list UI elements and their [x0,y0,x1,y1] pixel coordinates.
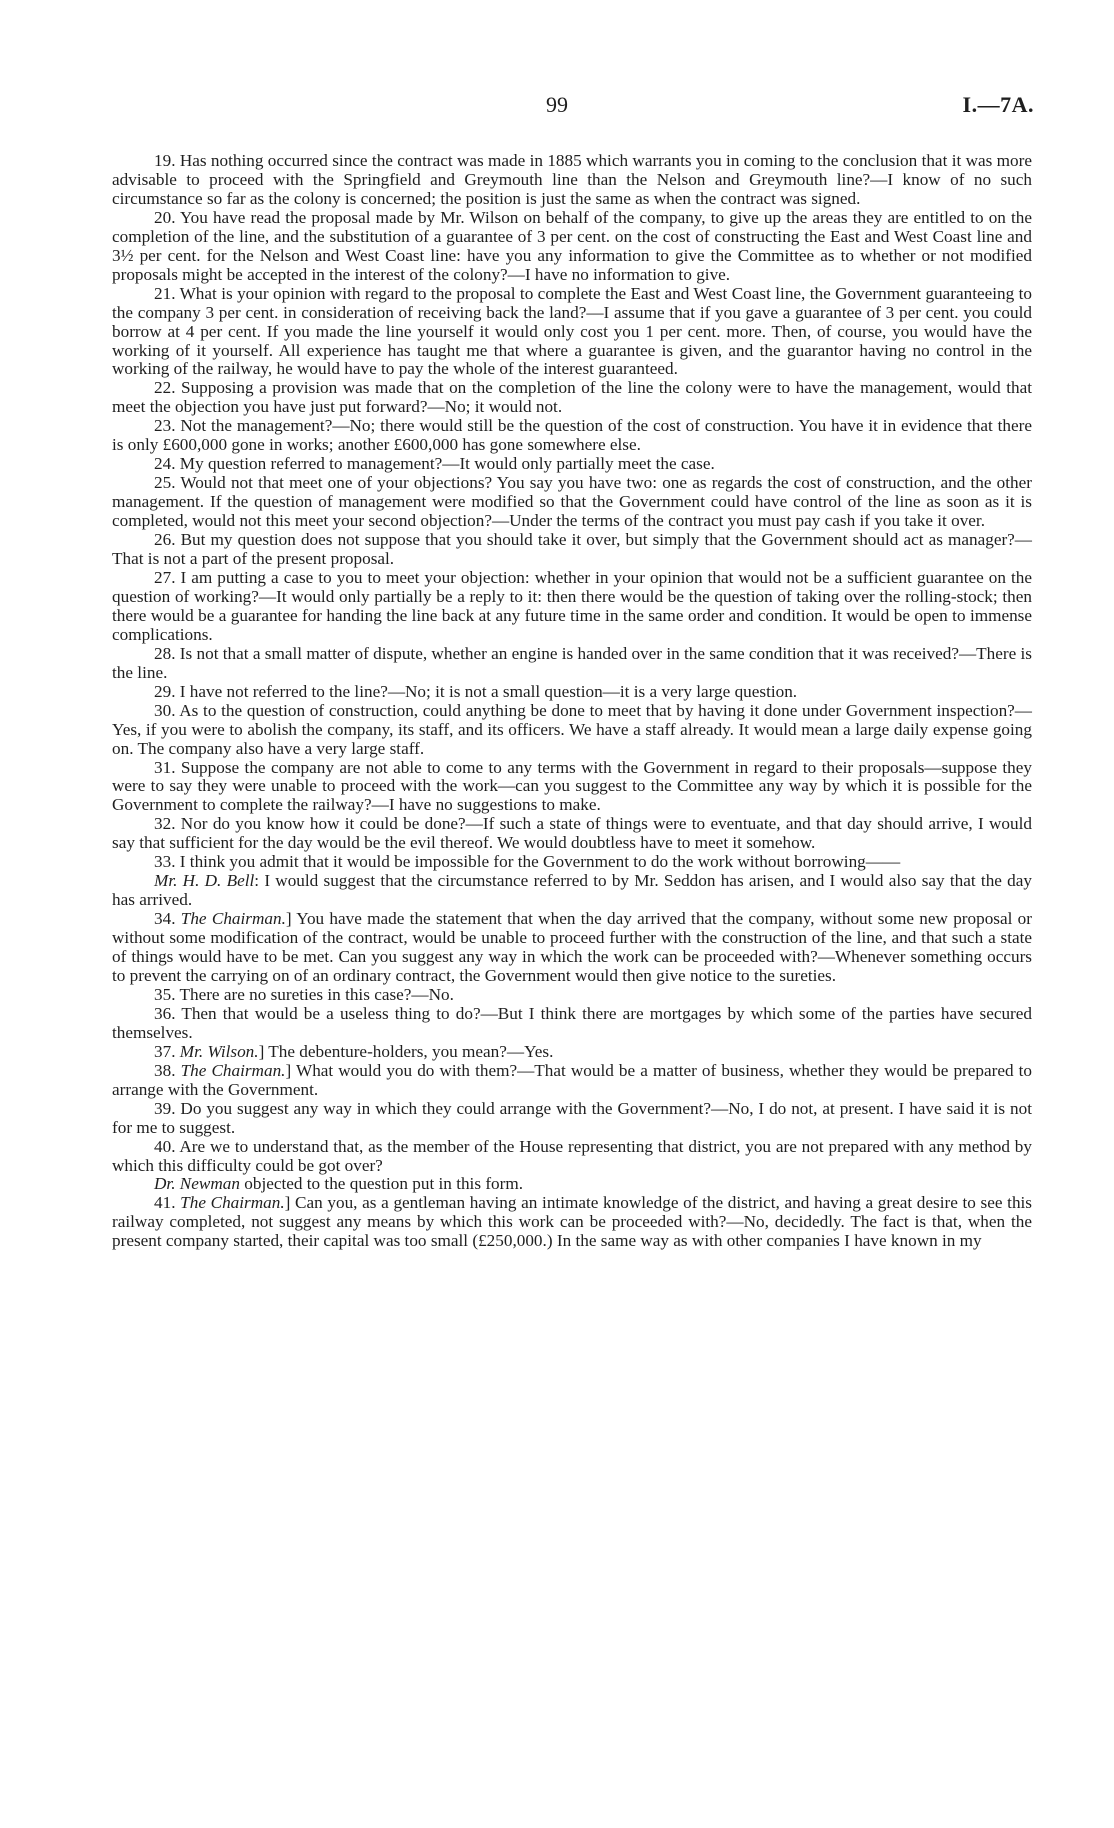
page-number: 99 [546,92,568,117]
paragraph-q28: 28. Is not that a small matter of dispute, whether an engine is handed over in the same condition that it was received?—There is the line. [112,643,1032,682]
paragraph-q38 [112,1062,1032,1100]
speaker-name: Dr. Newman [154,1174,240,1194]
paragraph-q33: 33. I think you admit that it would be impossible for the Government to do the work without borrowing—— [154,852,901,872]
paragraph-q36: 36. Then that would be a useless thing to do?—But I think there are mortgages by which some of the parties have secured themselves. [112,1003,1032,1042]
speaker-name: The Chairman. [180,1193,285,1213]
speaker-name: Mr. H. D. Bell [154,871,255,891]
document-reference: I.—7A. [962,92,1034,117]
paragraph-q29: 29. I have not referred to the line?—No; it is not a small question—it is a very large question. [154,681,798,701]
paragraph-q27: 27. I am putting a case to you to meet your objection: whether in your opinion that would not be a sufficient guarantee on the question of working?—It would only partially be a reply to it: then there would be the question of taking over the rolling-stock; then there would be a guarantee for handing the line back at any future time in the same order and condition. It would be open to immense complications. [112,567,1032,644]
paragraph-q26: 26. But my question does not suppose that you should take it over, but simply that the Government should act as manager?—That is not a part of the present proposal. [112,530,1032,569]
paragraph-q35: 35. There are no sureties in this case?—No. [154,984,454,1004]
question-number: 41. [154,1193,176,1213]
paragraph-q24: 24. My question referred to management?—It would only partially meet the case. [154,454,715,474]
question-number: 38. [154,1060,176,1080]
paragraph-q21: 21. What is your opinion with regard to the proposal to complete the East and West Coast line, the Government guaranteeing to the company 3 per cent. in consideration of receiving back the land?—I assume that if you gave a guarantee of 3 per cent. you could borrow at 4 per cent. If you made the line yourself it would only cost you 1 per cent. more. Then, of course, you would have the working of it yourself. All experience has taught me that where a guarantee is given, and the guarantor having no control in the working of the railway, he would have to pay the whole of the interest guaranteed. [112,283,1032,379]
speaker-name: Mr. Wilson. [179,1041,259,1061]
paragraph-newman-objection [112,1175,1032,1194]
paragraph-q40: 40. Are we to understand that, as the member of the House representing that district, you are not prepared with any method by which this difficulty could be got over? [112,1136,1032,1175]
question-number: 37. [154,1041,176,1061]
paragraph-q23: 23. Not the management?—No; there would still be the question of the cost of construction. You have it in evidence that there is only £600,000 gone in works; another £600,000 has gone somewhere else. [112,416,1032,455]
paragraph-text: objected to the question put in this form. [239,1174,524,1194]
paragraph-q20: 20. You have read the proposal made by Mr. Wilson on behalf of the company, to give up the areas they are entitled to on the completion of the line, and the substitution of a guarantee of 3 per cent. on the cost of constructing the East and West Coast line and 3½ per cent. for the Nelson and West Coast line: have you any information to give the Committee as to whether or not modified proposals might be accepted in the interest of the colony?—I have no information to give. [112,207,1032,284]
paragraph-bell-statement [112,872,1032,910]
paragraph-text: ] You have made the statement that when the day arrived that the company, without some new proposal or without some modification of the contract, would be unable to proceed further with the construction of the line, and that such a state of things would have to be met. Can you suggest any way in which the work can be proceeded with?—Whenever something occurs to prevent the carrying on of an ordinary contract, the Government would then give notice to the sureties. [112,909,1032,985]
paragraph-text: ] The debenture-holders, you mean?—Yes. [258,1041,554,1061]
paragraph-q39: 39. Do you suggest any way in which they could arrange with the Government?—No, I do not, at present. I have said it is not for me to suggest. [112,1098,1032,1137]
paragraph-q25: 25. Would not that meet one of your objections? You say you have two: one as regards the cost of construction, and the other management. If the question of management were modified so that the Government could have control of the line as soon as it is completed, would not this meet your second objection?—Under the terms of the contract you must pay cash if you take it over. [112,473,1032,531]
paragraph-q31: 31. Suppose the company are not able to come to any terms with the Government in regard to their proposals—suppose they were to say they were unable to proceed with the work—can you suggest to the Committee any way by which it is possible for the Government to complete the railway?—I have no suggestions to make. [112,757,1032,815]
paragraph-q30: 30. As to the question of construction, could anything be done to meet that by having it done under Government inspection?—Yes, if you were to abolish the company, its staff, and its officers. We have a staff already. It would mean a large daily expense going on. The company also have a very large staff. [112,700,1032,758]
paragraph-q32: 32. Nor do you know how it could be done?—If such a state of things were to eventuate, and that day should arrive, I would say that sufficient for the day would be the evil thereof. We would doubtless have to meet it somehow. [112,814,1032,853]
speaker-name: The Chairman. [180,909,286,929]
paragraph-text: ] Can you, as a gentleman having an intimate knowledge of the district, and having a great desire to see this railway completed, not suggest any means by which this work can be proceeded with?—No, decidedly. The fact is that, when the present company started, their capital was too small (£250,000.) In the same way as with other companies I have known in my [112,1193,1032,1251]
paragraph-q22: 22. Supposing a provision was made that on the completion of the line the colony were to have the management, would that meet the objection you have just put forward?—No; it would not. [112,378,1032,417]
paragraph-q41 [112,1194,1032,1251]
document-body [112,152,1032,1251]
paragraph-text: ] What would you do with them?—That would be a matter of business, whether they would be prepared to arrange with the Government. [112,1060,1033,1099]
speaker-name: The Chairman. [180,1060,286,1080]
paragraph-q19: 19. Has nothing occurred since the contract was made in 1885 which warrants you in coming to the conclusion that it was more advisable to proceed with the Springfield and Greymouth line than the Nelson and Greymouth line?—I know of no such circumstance so far as the colony is concerned; the position is just the same as when the contract was signed. [112,151,1032,208]
paragraph-q37 [112,1043,1032,1062]
paragraph-text: : I would suggest that the circumstance referred to by Mr. Seddon has arisen, and I would also say that the day has arrived. [112,871,1032,910]
question-number: 34. [154,909,176,929]
page-header [0,92,1114,122]
paragraph-q34 [112,910,1032,986]
